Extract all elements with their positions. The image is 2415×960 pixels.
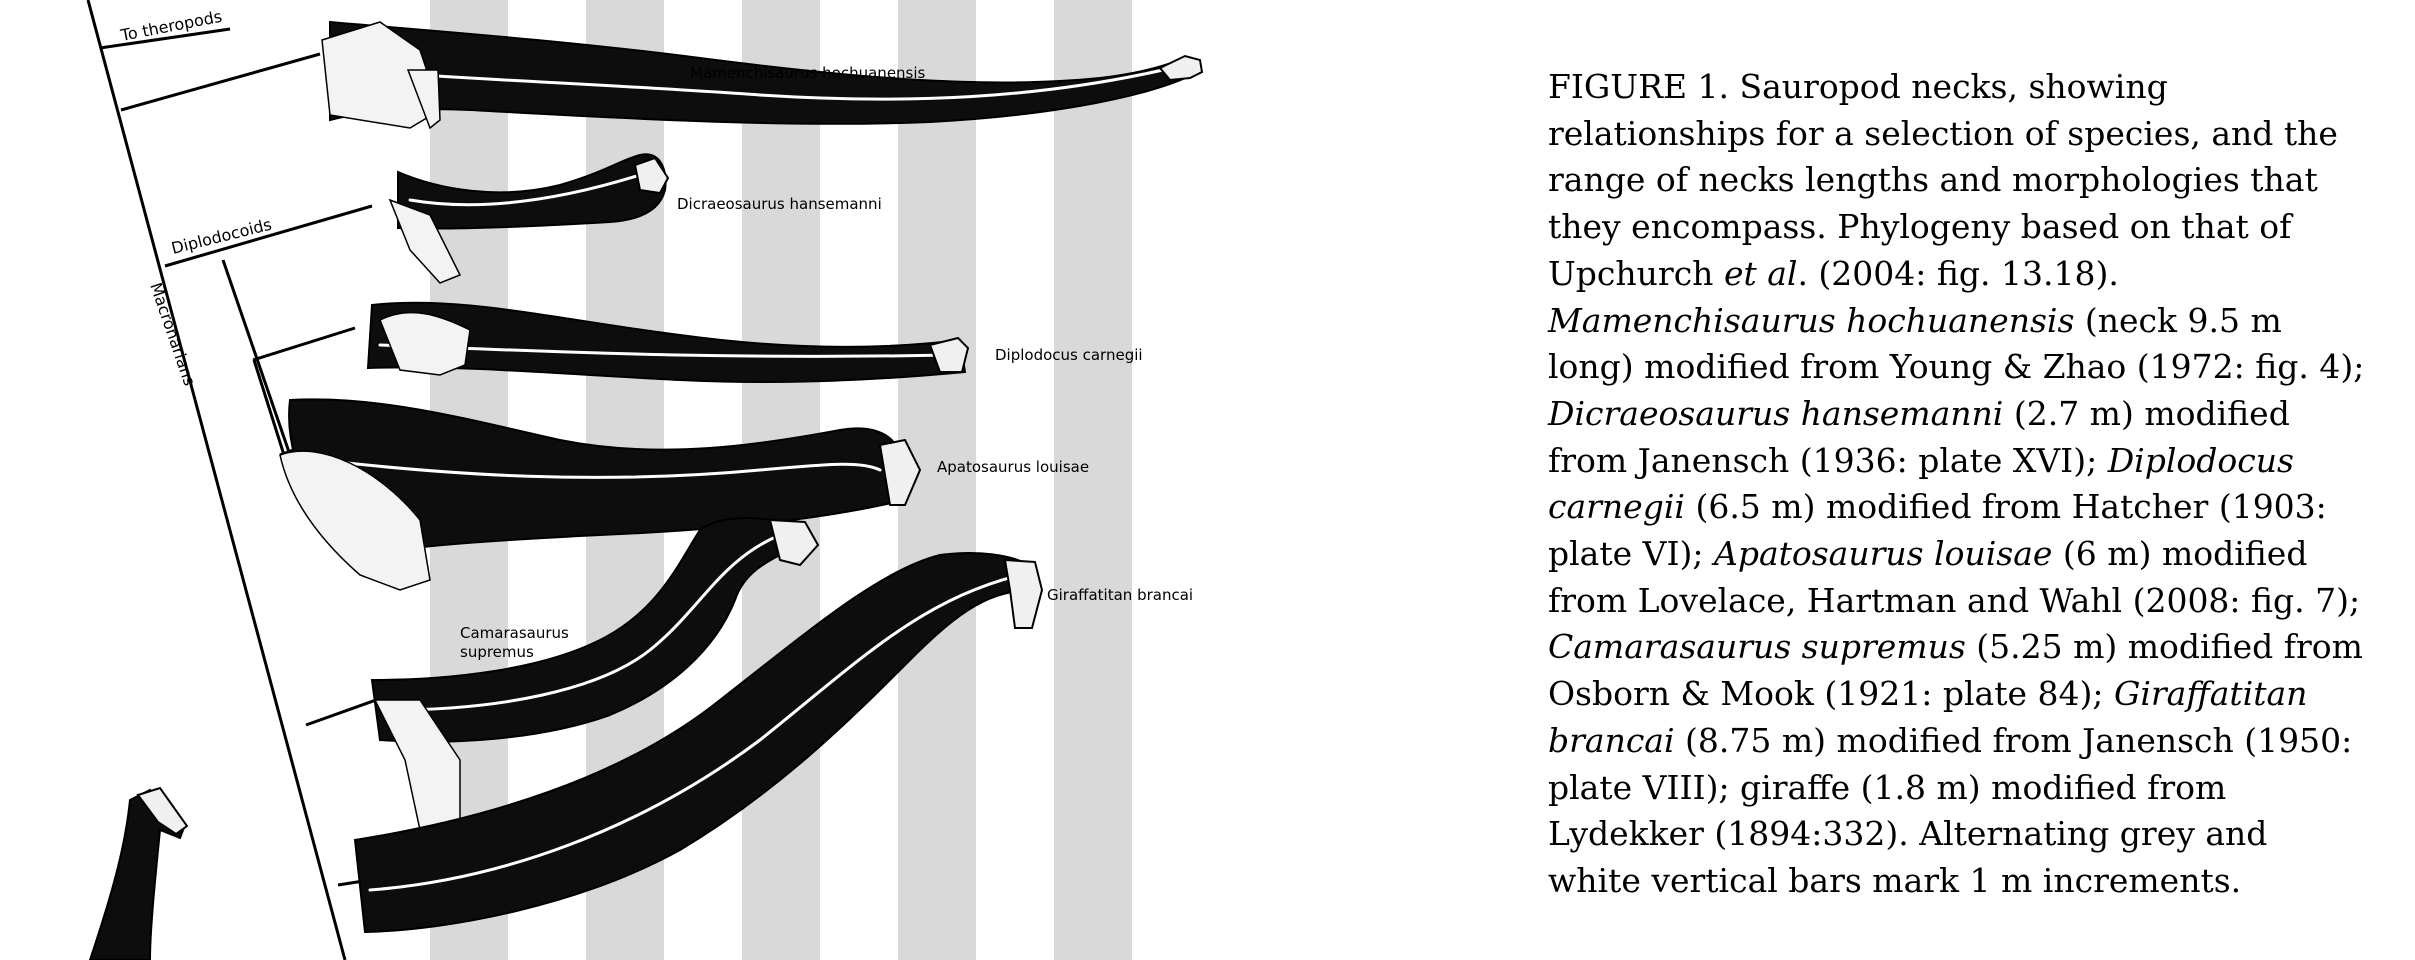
caption-text: (6 m) modified from Lovelace, Hartman and Wahl (2008: fig. 7);	[1548, 534, 2361, 620]
caption-species-apatosaurus: Apatosaurus louisae	[1713, 534, 2053, 574]
label-diplodocus: Diplodocus carnegii	[995, 346, 1143, 364]
meter-bar	[1054, 0, 1132, 960]
caption-species-camarasaurus: Camarasaurus supremus	[1548, 627, 1966, 667]
label-camarasaurus-line2: supremus	[460, 643, 534, 661]
caption-text: . (2004: fig. 13.18).	[1797, 253, 2119, 293]
clade-label-diplodocoids: Diplodocoids	[169, 214, 274, 258]
caption-species-mamenchisaurus: Mamenchisaurus hochuanensis	[1548, 300, 2075, 340]
caption-species-diplodocus: Diplodocus carnegii	[1548, 440, 2294, 527]
caption-italic: et al	[1723, 253, 1798, 293]
label-mamenchisaurus: Mamenchisaurus hochuanensis	[690, 64, 926, 82]
caption-species-dicraeosaurus: Dicraeosaurus hansemanni	[1548, 393, 2004, 433]
label-camarasaurus-line1: Camarasaurus	[460, 624, 569, 642]
clade-label-macronarians: Macronarians	[146, 280, 200, 389]
caption-text: FIGURE 1. Sauropod necks, showing relationships for a selection of species, and the range of necks lengths and morphologies that they encompass. Phylogeny based on that of Upchurch	[1548, 67, 2338, 293]
label-dicraeosaurus: Dicraeosaurus hansemanni	[677, 195, 882, 213]
caption-text: (5.25 m) modified from Osborn & Mook (1921: plate 84);	[1548, 627, 2363, 714]
caption-text: (8.75 m) modified from Janensch (1950: plate VIII); giraffe (1.8 m) modified from Lydekker (1894:332). Alternating grey and white vertical bars mark 1 m increments.	[1548, 720, 2353, 900]
giraffe-neck	[90, 788, 187, 960]
clade-label-theropods: To theropods	[119, 6, 224, 45]
caption-text: (6.5 m) modified from Hatcher (1903: plate VI);	[1548, 487, 2327, 574]
label-giraffatitan: Giraffatitan brancai	[1047, 586, 1194, 604]
caption-species-giraffatitan: Giraffatitan brancai	[1548, 674, 2308, 760]
caption-text: (neck 9.5 m long) modified from Young & Zhao (1972: fig. 4);	[1548, 300, 2365, 387]
figure-caption	[1548, 64, 2368, 905]
label-apatosaurus: Apatosaurus louisae	[937, 458, 1090, 476]
caption-text: (2.7 m) modified from Janensch (1936: plate XVI);	[1548, 393, 2290, 480]
